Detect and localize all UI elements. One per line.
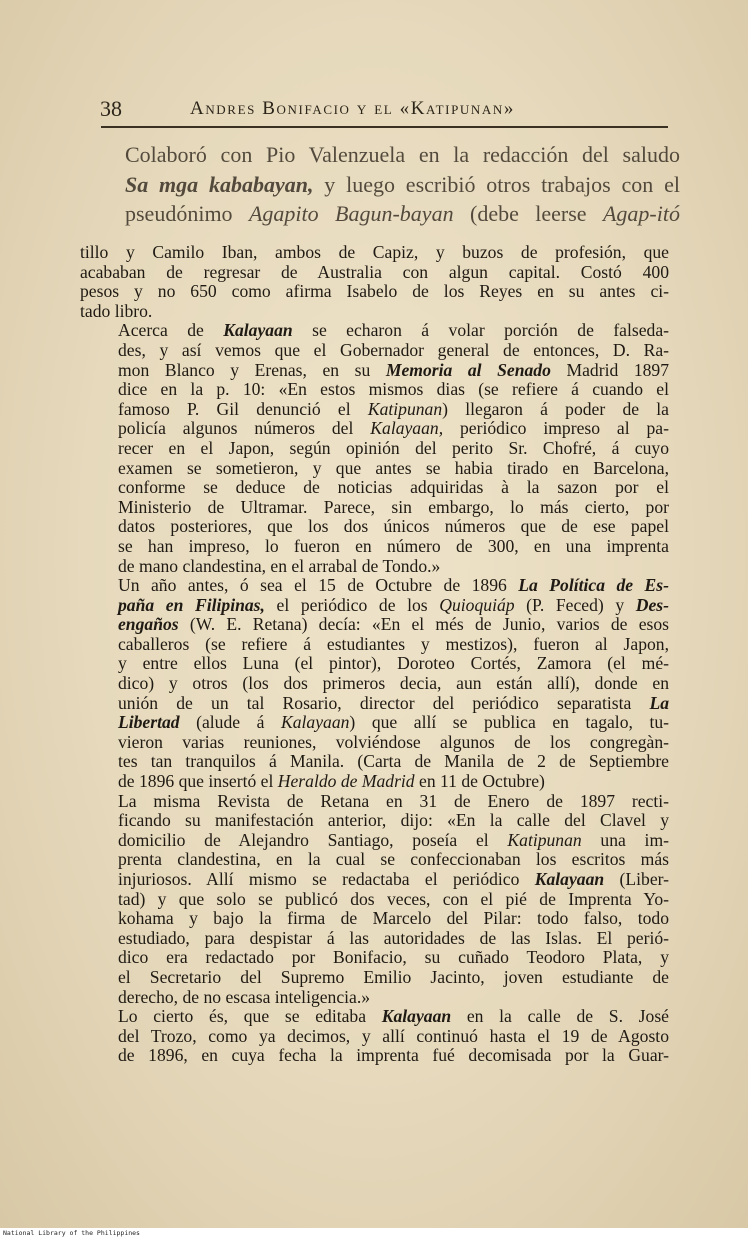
text-line: unión de un tal Rosario, director del periódico separatista La [118, 692, 669, 713]
paragraph [80, 1007, 669, 1066]
text-line: vieron varias reuniones, volviéndose algunos de los congregàn- [118, 731, 669, 752]
paragraph [80, 792, 669, 1008]
text-line: dico) y otros (los dos primeros decia, aun están allí), donde en [118, 673, 669, 694]
text-line: estudiado, para despistar á las autoridades de las Islas. El perió- [118, 927, 669, 948]
text-line: Libertad (alude á Kalayaan) que allí se publica en tagalo, tu- [118, 712, 669, 733]
text-line: Acerca de Kalayaan se echaron á volar porción de falseda- [118, 320, 669, 341]
text-line: recer en el Japon, según opinión del perito Sr. Chofré, á cuyo [118, 437, 669, 458]
intro-paragraph [82, 140, 680, 229]
text-line: del Trozo, como ya decimos, y allí continuó hasta el 19 de Agosto [118, 1025, 669, 1046]
text-line: y entre ellos Luna (el pintor), Doroteo Cortés, Zamora (el mé- [118, 653, 669, 674]
text-line: dice en la p. 10: «En estos mismos dias (se refiere á cuando el [118, 379, 669, 400]
text-line: domicilio de Alejandro Santiago, poseía el Katipunan una im- [118, 829, 669, 850]
text-line: Lo cierto és, que se editaba Kalayaan en la calle de S. José [118, 1006, 669, 1027]
faded-intro-text [82, 140, 680, 229]
text-line: paña en Filipinas, el periódico de los Quioquiáp (P. Feced) y Des- [118, 594, 669, 615]
intro-line: Colaboró con Pio Valenzuela en la redacción del saludo [125, 142, 680, 167]
text-line: des, y así vemos que el Gobernador general de entonces, D. Ra- [118, 339, 669, 360]
text-line: de 1896 que insertó el Heraldo de Madrid en 11 de Octubre) [118, 771, 545, 792]
running-head: Andres Bonifacio y el «Katipunan» [190, 98, 515, 119]
text-line: Ministerio de Ultramar. Parece, sin embargo, lo más cierto, por [118, 496, 669, 517]
text-line: se han impreso, lo fueron en número de 300, en una imprenta [118, 535, 669, 556]
text-line: prenta clandestina, en la cual se confeccionaban los escritos más [118, 849, 669, 870]
text-line: caballeros (se refiere á estudiantes y mestizos), fueron al Japon, [118, 633, 669, 654]
text-line: pesos y no 650 como afirma Isabelo de los Reyes en su antes ci- [80, 281, 669, 302]
text-line: tado libro. [80, 300, 153, 321]
text-line: de 1896, en cuya fecha la imprenta fué decomisada por la Guar- [118, 1045, 669, 1066]
text-line: datos posteriores, que los dos únicos números que de ese papel [118, 516, 669, 537]
text-line: examen se sometieron, y que antes se habia tirado en Barcelona, [118, 457, 669, 478]
header-rule [101, 126, 668, 128]
main-text [80, 243, 669, 1066]
text-line: Un año antes, ó sea el 15 de Octubre de 1896 La Política de Es- [118, 575, 669, 596]
text-line: mon Blanco y Erenas, en su Memoria al Senado Madrid 1897 [118, 359, 670, 380]
text-line: La misma Revista de Retana en 31 de Enero de 1897 recti- [118, 790, 669, 811]
text-line: acababan de regresar de Australia con algun capital. Costó 400 [80, 261, 669, 282]
text-line: tes tan tranquilos á Manila. (Carta de Manila de 2 de Septiembre [118, 751, 669, 772]
text-line: tad) y que solo se publicó dos veces, con el pié de Imprenta Yo- [118, 888, 669, 909]
text-line: ficando su manifestación anterior, dijo: «En la calle del Clavel y [118, 810, 669, 831]
text-line: tillo y Camilo Iban, ambos de Capiz, y buzos de profesión, que [80, 242, 669, 262]
intro-line: Sa mga kababayan, y luego escribió otros trabajos con el [125, 171, 680, 197]
paragraph [80, 321, 669, 576]
text-line: kohama y bajo la firma de Marcelo del Pilar: todo falso, todo [118, 908, 669, 929]
library-credit: National Library of the Philippines [3, 1229, 140, 1237]
text-line: policía algunos números del Kalayaan, periódico impreso al pa- [118, 418, 669, 439]
text-line: injuriosos. Allí mismo se redactaba el periódico Kalayaan (Liber- [118, 869, 669, 889]
paragraph [80, 243, 669, 321]
text-line: el Secretario del Supremo Emilio Jacinto, joven estudiante de [118, 966, 669, 987]
text-line: famoso P. Gil denunció el Katipunan) llegaron á poder de la [118, 398, 669, 419]
text-line: engaños (W. E. Retana) decía: «En el més de Junio, varios de esos [118, 614, 669, 635]
intro-line: pseudónimo Agapito Bagun-bayan (debe leerse Agap-itó [125, 201, 680, 226]
text-line: conforme se deduce de noticias adquiridas à la sazon por el [118, 477, 669, 498]
page-number: 38 [100, 96, 122, 121]
text-line: derecho, de no escasa inteligencia.» [118, 986, 371, 1007]
text-line: dico era redactado por Bonifacio, su cuñado Teodoro Plata, y [118, 947, 669, 968]
paragraph [80, 576, 669, 792]
text-line: de mano clandestina, en el arrabal de Tondo.» [118, 555, 441, 576]
